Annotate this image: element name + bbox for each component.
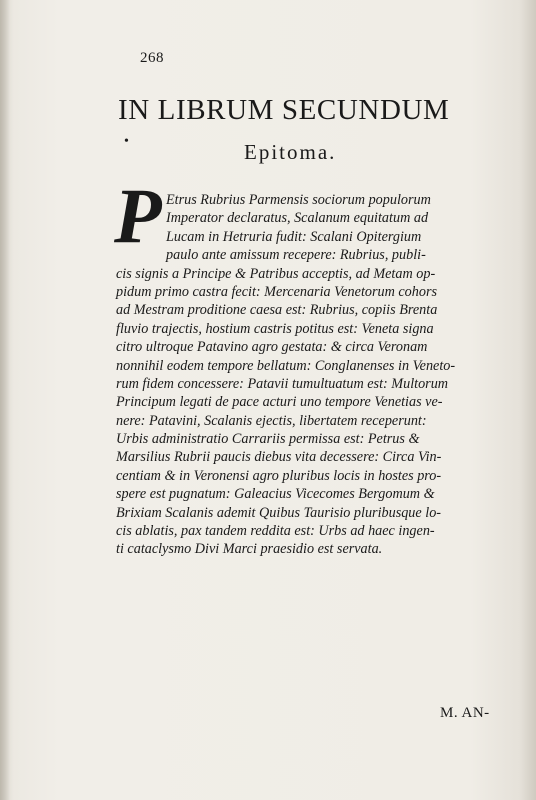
text-line: Imperator declaratus, Scalanum equitatum ad <box>166 210 429 227</box>
text-line: Urbis administratio Carrariis permissa est: Petrus & <box>116 431 420 448</box>
text-line: Etrus Rubrius Parmensis sociorum populorum <box>166 192 431 208</box>
gutter-shadow <box>0 0 10 800</box>
text-line: spere est pugnatum: Galeacius Vicecomes Bergomum & <box>116 486 435 503</box>
text-line: rum fidem concessere: Patavii tumultuatum est: Multorum <box>116 375 449 392</box>
text-line: Lucam in Hetruria fudit: Scalani Opitergium <box>166 228 422 245</box>
text-line: centiam & in Veronensi agro pluribus locis in hostes pro- <box>116 467 442 484</box>
chapter-title: IN LIBRUM SECUNDUM <box>118 94 450 126</box>
text-line: ti cataclysmo Divi Marci praesidio est servata. <box>116 541 383 558</box>
drop-capital: P <box>114 172 162 259</box>
text-line: fluvio trajectis, hostium castris potitus est: Veneta signa <box>116 320 434 337</box>
text-line: Marsilius Rubrii paucis diebus vita decessere: Circa Vin- <box>116 449 442 466</box>
text-line: ad Mestram proditione caesa est: Rubrius, copiis Brenta <box>116 302 438 319</box>
text-line: nonnihil eodem tempore bellatum: Conglanenses in Veneto- <box>116 357 456 374</box>
text-line: cis signis a Principe & Patribus acceptis, ad Metam op- <box>116 265 436 282</box>
text-line: Brixiam Scalanis ademit Quibus Taurisio pluribusque lo- <box>116 504 442 521</box>
text-line: cis ablatis, pax tandem reddita est: Urbs ad haec ingen- <box>116 523 435 540</box>
catchword: M. AN- <box>440 705 490 721</box>
epitome-text <box>116 191 500 559</box>
text-line: citro ultroque Patavino agro gestata: & circa Veronam <box>116 339 428 356</box>
text-line: Principum legati de pace acturi uno tempore Venetias ve- <box>116 394 443 411</box>
chapter-subtitle: Epitoma. <box>244 140 337 164</box>
text-line: pidum primo castra fecit: Mercenaria Venetorum cohors <box>116 283 438 300</box>
text-line: nere: Patavini, Scalanis ejectis, libertatem receperunt: <box>116 412 427 429</box>
page-number: 268 <box>140 50 164 66</box>
text-line: paulo ante amissum recepere: Rubrius, publi- <box>166 247 426 264</box>
margin-mark: • <box>124 134 129 149</box>
